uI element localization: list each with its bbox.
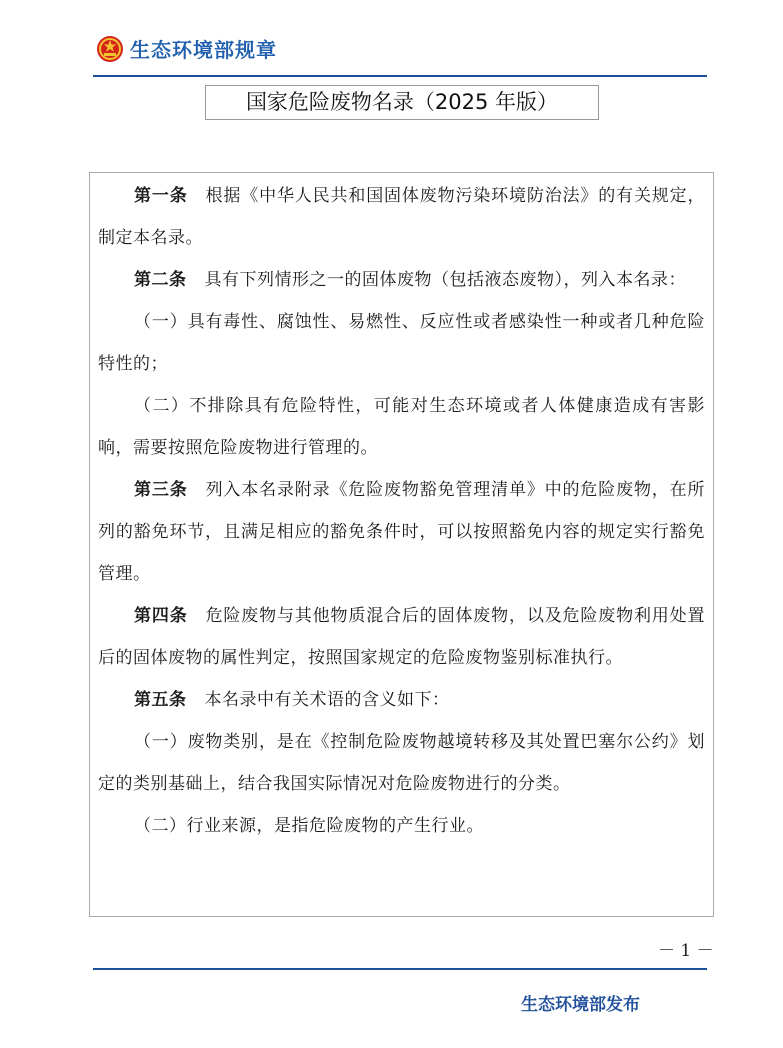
article-text: 本名录中有关术语的含义如下： (204, 690, 450, 710)
content-box (89, 172, 714, 917)
clause-text: （二）不排除具有危险特性，可能对生态环境或者人体健康造成有害影响，需要按照危险废物进行管理的。 (98, 396, 705, 458)
article-text: 具有下列情形之一的固体废物（包括液态废物），列入本名录： (204, 270, 686, 290)
clause-paragraph (98, 385, 705, 469)
article-label: 第一条 (134, 186, 188, 206)
header (96, 34, 277, 63)
article-text: 根据《中华人民共和国固体废物污染环境防治法》的有关规定，制定本名录。 (98, 186, 706, 248)
clause-paragraph (98, 301, 705, 385)
article-label: 第三条 (134, 480, 188, 500)
header-divider (93, 75, 707, 77)
article-text: 列入本名录附录《危险废物豁免管理清单》中的危险废物，在所列的豁免环节，且满足相应的豁免条件时，可以按照豁免内容的规定实行豁免管理。 (98, 480, 706, 584)
document-title: 国家危险废物名录（2025 年版） (205, 85, 599, 120)
article-label: 第五条 (134, 690, 187, 710)
article-paragraph (98, 679, 705, 721)
clause-text: （一）具有毒性、腐蚀性、易燃性、反应性或者感染性一种或者几种危险特性的； (98, 312, 705, 374)
clause-text: （二）行业来源，是指危险废物的产生行业。 (134, 816, 484, 836)
article-paragraph (98, 175, 705, 259)
footer-publisher: 生态环境部发布 (521, 995, 640, 1015)
article-paragraph (98, 469, 705, 595)
footer-divider (93, 968, 707, 970)
article-paragraph (98, 595, 705, 679)
article-label: 第四条 (134, 606, 188, 626)
header-title: 生态环境部规章 (130, 38, 277, 62)
article-text: 危险废物与其他物质混合后的固体废物，以及危险废物利用处置后的固体废物的属性判定，按照国家规定的危险废物鉴别标准执行。 (98, 606, 706, 668)
clause-text: （一）废物类别，是在《控制危险废物越境转移及其处置巴塞尔公约》划定的类别基础上，结合我国实际情况对危险废物进行的分类。 (98, 732, 705, 794)
page-number: － 1 － (658, 941, 714, 961)
clause-paragraph (98, 805, 705, 847)
article-paragraph (98, 259, 705, 301)
article-label: 第二条 (134, 270, 187, 290)
national-emblem-icon (96, 35, 124, 63)
clause-paragraph (98, 721, 705, 805)
